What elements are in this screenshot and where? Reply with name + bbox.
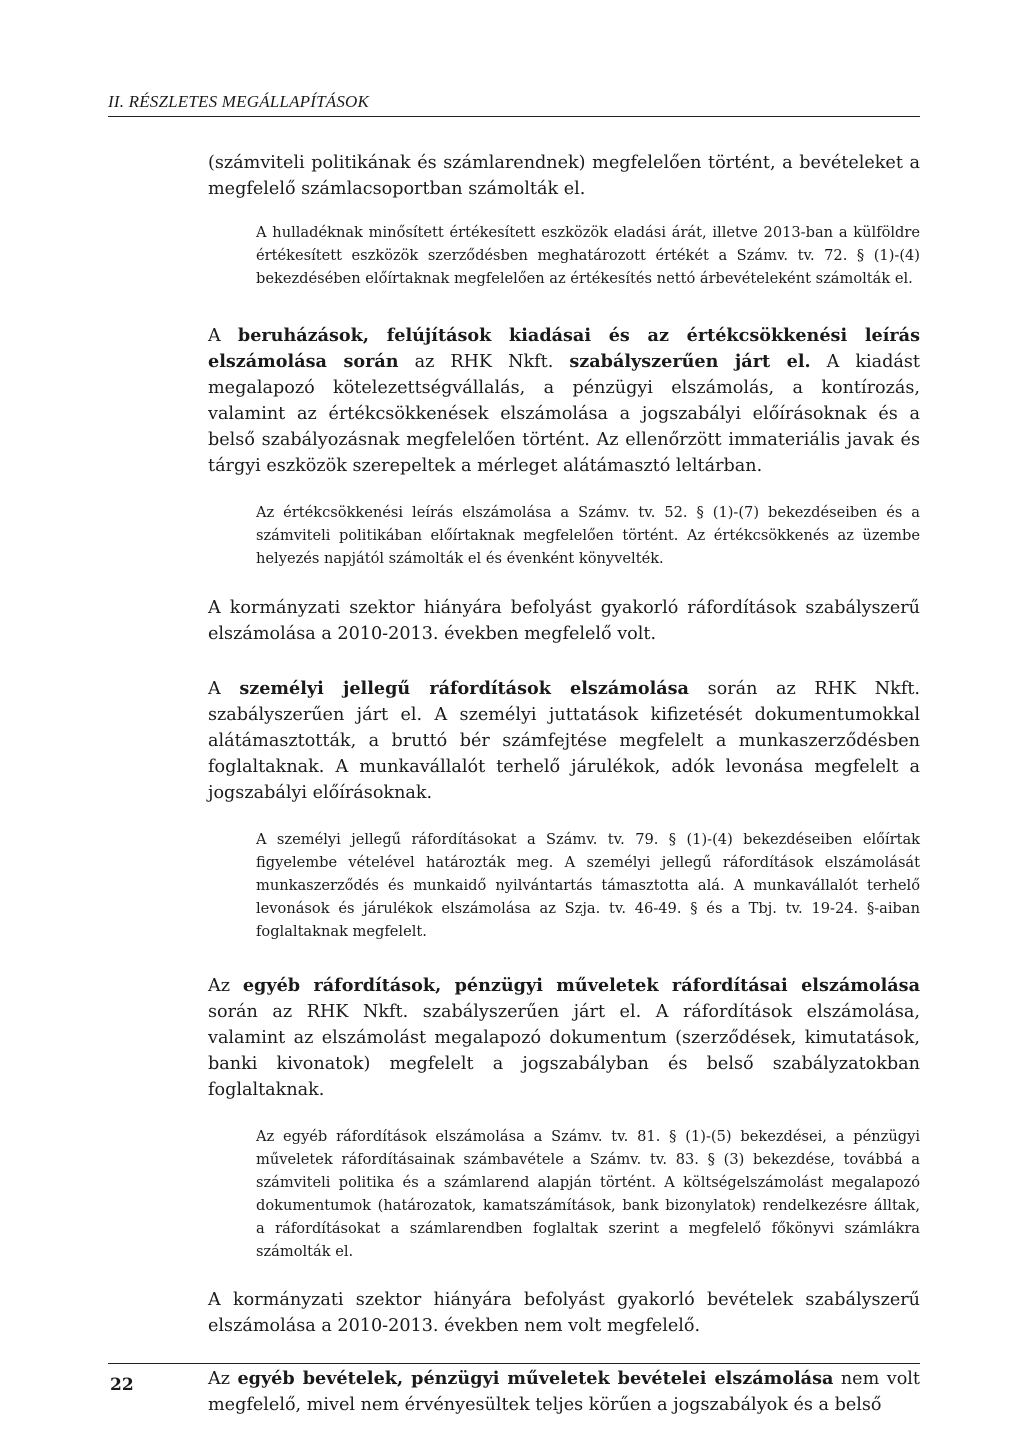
note-other-expenses-rules: Az egyéb ráfordítások elszámolása a Számv. tv. 81. § (1)-(5) bekezdései, a pénzügyi műveletek ráfordításainak számbavétele a Számv. tv. 83. § (3) bekezdése, továbbá a számviteli politika és a számlarend alapján történt. A költségelszámolást megalapozó dokumentumok (határozatok, kamatszámítások, bank bizonylatok) rendelkezésre álltak, a ráfordításokat a számlarendben foglaltak szerint a megfelelő főkönyvi számlákra számolták el.: [256, 1128, 920, 1260]
page-body: [208, 150, 920, 1418]
running-header: II. RÉSZLETES MEGÁLLAPÍTÁSOK: [108, 92, 920, 117]
footer-divider: [108, 1363, 920, 1364]
paragraph-accounting-policy: (számviteli politikának és számlarendnek) megfelelően történt, a bevételeket a megfelelő számlacsoportban számolták el.: [208, 153, 920, 199]
text-run: A: [208, 326, 238, 346]
paragraph-investments-depreciation: [208, 323, 920, 479]
bold-heading-run: egyéb ráfordítások, pénzügyi műveletek ráfordításai elszámolása: [242, 975, 920, 996]
text-run: nem volt megfelelő, mivel nem érvényesültek teljes körűen a jogszabályok és a belső: [208, 1369, 920, 1415]
text-run: Az: [208, 1369, 238, 1389]
bold-heading-run: személyi jellegű ráfordítások elszámolása: [239, 678, 689, 699]
text-run: Az: [208, 976, 243, 996]
note-depreciation-rules: Az értékcsökkenési leírás elszámolása a Számv. tv. 52. § (1)-(7) bekezdéseiben és a számviteli politikában előírtaknak megfelelően történt. Az értékcsökkenés az üzembe helyezés napjától számolták el és évenként könyvelték.: [256, 504, 920, 567]
text-run: az RHK Nkft.: [398, 352, 570, 372]
paragraph-revenue-conclusion: A kormányzati szektor hiányára befolyást gyakorló bevételek szabályszerű elszámolása a 2010-2013. években nem volt megfelelő.: [208, 1290, 920, 1336]
text-run: során az RHK Nkft. szabályszerűen járt el. A ráfordítások elszámolása, valamint az elszámolást megalapozó dokumentum (szerződések, kimutatások, banki kivonatok) megfelelt a jogszabályban és belső szabályzatokban foglaltaknak.: [208, 1002, 920, 1100]
paragraph-other-revenues: [208, 1366, 920, 1418]
paragraph-other-expenses: [208, 973, 920, 1103]
page-number: 22: [110, 1375, 134, 1395]
text-run: A kiadást megalapozó kötelezettségvállalás, a pénzügyi elszámolás, a kontírozás, valamint az értékcsökkenések elszámolása a jogszabályi előírásoknak és a belső szabályozásnak megfelelően történt. Az ellenőrzött immateriális javak és tárgyi eszközök szerepeltek a mérleget alátámasztó leltárban.: [208, 352, 920, 476]
bold-heading-run: egyéb bevételek, pénzügyi műveletek bevételei elszámolása: [237, 1368, 834, 1389]
text-run: során az RHK Nkft. szabályszerűen járt el. A személyi juttatások kifizetését dokumentumokkal alátámasztották, a bruttó bér számfejtése megfelelt a munkaszerződésben foglaltaknak. A munkavállalót terhelő járulékok, adók levonása megfelelt a jogszabályi előírásoknak.: [208, 679, 920, 803]
paragraph-expenditure-conclusion: A kormányzati szektor hiányára befolyást gyakorló ráfordítások szabályszerű elszámolása a 2010-2013. években megfelelő volt.: [208, 598, 920, 644]
paragraph-personnel-expenses: [208, 676, 920, 806]
bold-finding-run: szabályszerűen járt el.: [569, 351, 811, 372]
note-personnel-expenses-rules: A személyi jellegű ráfordításokat a Számv. tv. 79. § (1)-(4) bekezdéseiben előírtak figyelembe vételével határozták meg. A személyi jellegű ráfordítások elszámolását munkaszerződés és munkaidő nyilvántartás támasztotta alá. A munkavállalót terhelő levonások és járulékok elszámolása az Szja. tv. 46-49. § és a Tbj. tv. 19-24. §-aiban foglaltaknak megfelelt.: [256, 831, 920, 940]
bold-heading-run: beruházások, felújítások kiadásai és az értékcsökkenési leírás elszámolása során: [208, 325, 920, 372]
text-run: A: [208, 679, 240, 699]
note-waste-assets-sales: A hulladéknak minősített értékesített eszközök eladási árát, illetve 2013-ban a külföldre értékesített eszközök szerződésben meghatározott értékét a Számv. tv. 72. § (1)-(4) bekezdésében előírtaknak megfelelően az értékesítés nettó árbevételeként számolták el.: [256, 224, 920, 287]
